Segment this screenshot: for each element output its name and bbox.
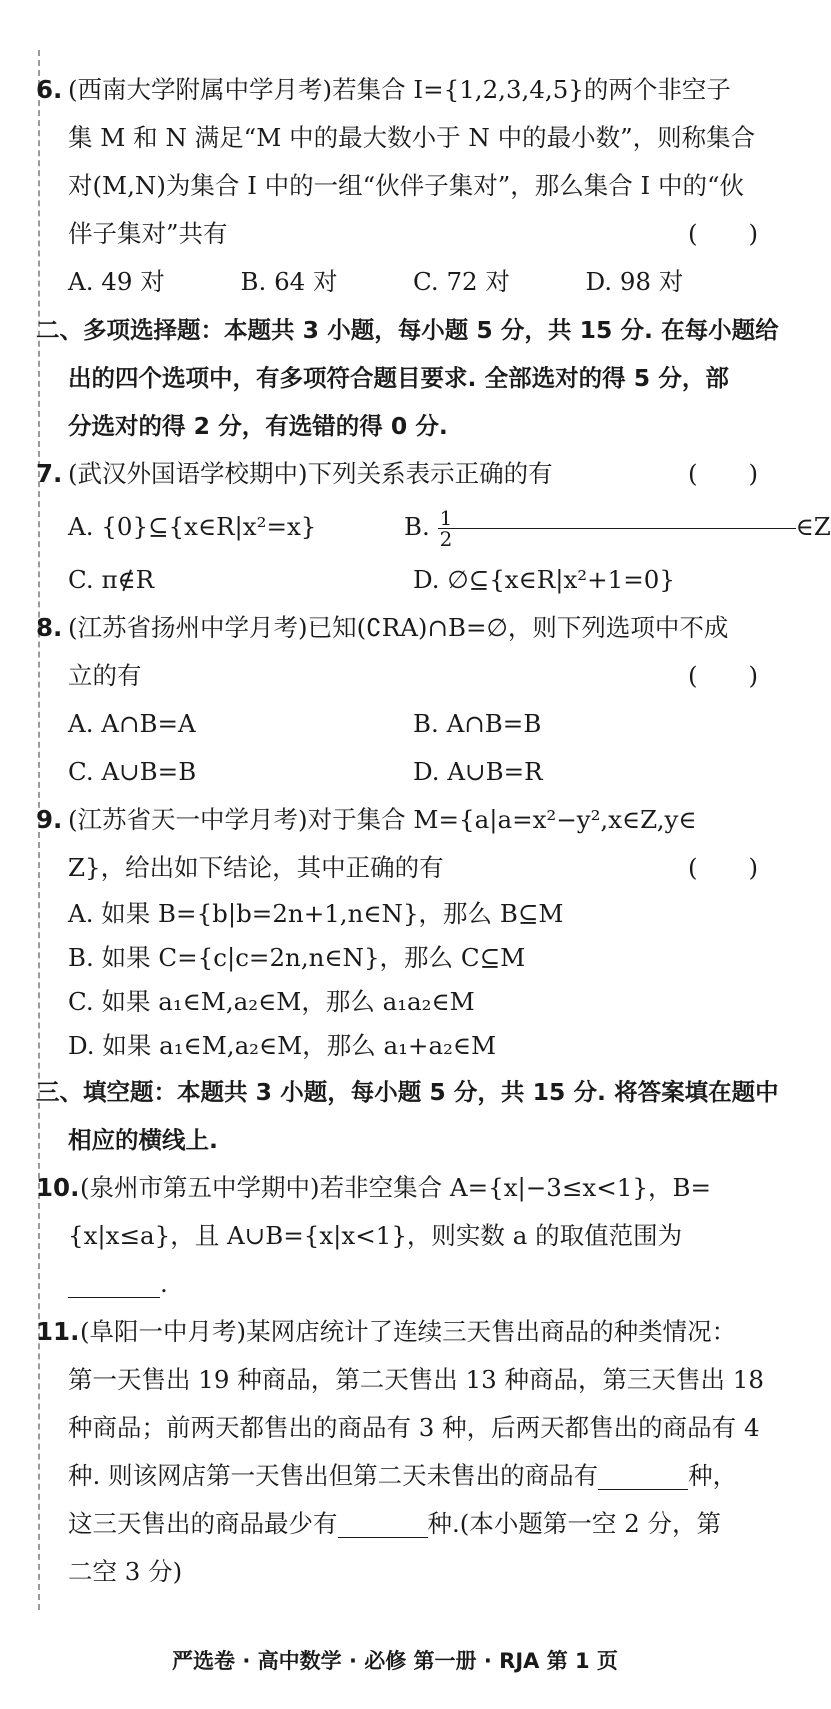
options-row <box>36 498 831 556</box>
exam-content <box>36 66 831 1596</box>
option-text: ∈Z <box>795 512 831 541</box>
paren-right: ) <box>748 459 758 488</box>
paren-left: ( <box>688 853 698 882</box>
fraction-denominator: 2 <box>439 527 453 551</box>
section-2-heading <box>36 306 779 450</box>
question-10 <box>36 1164 758 1308</box>
question-text-line: (武汉外国语学校期中)下列关系表示正确的有 <box>68 459 553 488</box>
question-text-line: 伴子集对”共有 <box>68 219 228 248</box>
section-heading-line: 三、填空题：本题共 3 小题，每小题 5 分，共 15 分. 将答案填在题中 <box>36 1078 779 1106</box>
question-number: 7. <box>36 459 63 488</box>
answer-parentheses[interactable] <box>688 844 758 892</box>
question-text-line: 种.(本小题第一空 2 分，第 <box>427 1509 722 1538</box>
section-heading-line: 相应的横线上. <box>68 1126 218 1154</box>
option-a: A. {0}⊆{x∈R|x²=x} <box>68 512 317 541</box>
question-text-line: (江苏省天一中学月考)对于集合 M={a|a=x²−y²,x∈Z,y∈ <box>68 805 697 834</box>
answer-parentheses[interactable] <box>688 652 758 700</box>
option-a: A. 如果 B={b|b=2n+1,n∈N}，那么 B⊆M <box>68 899 564 928</box>
question-text-line: 第一天售出 19 种商品，第二天售出 13 种商品，第三天售出 18 <box>68 1365 764 1394</box>
question-text-line: 二空 3 分) <box>68 1557 183 1586</box>
question-9 <box>36 796 758 1068</box>
question-text-line: 这三天售出的商品最少有 <box>68 1509 338 1538</box>
option-b: B. 如果 C={c|c=2n,n∈N}，那么 C⊆M <box>68 943 526 972</box>
answer-blank-1[interactable] <box>598 1459 688 1490</box>
question-text-line: 集 M 和 N 满足“M 中的最大数小于 N 中的最小数”，则称集合 <box>68 123 756 152</box>
question-7 <box>36 450 831 604</box>
question-text-line: (阜阳一中月考)某网店统计了连续三天售出商品的种类情况： <box>80 1317 737 1346</box>
question-text-line: Z}，给出如下结论，其中正确的有 <box>68 853 444 882</box>
question-text-line: (泉州市第五中学期中)若非空集合 A={x|−3≤x<1}，B= <box>80 1173 711 1202</box>
option-d: D. 如果 a₁∈M,a₂∈M，那么 a₁+a₂∈M <box>68 1031 497 1060</box>
page-footer: 严选卷 · 高中数学 · 必修 第一册 · RJA 第 1 页 <box>172 1649 618 1673</box>
fraction-one-half <box>440 508 794 549</box>
question-6 <box>36 66 758 306</box>
section-3-heading <box>36 1068 779 1164</box>
question-11 <box>36 1308 764 1596</box>
paren-right: ) <box>748 661 758 690</box>
options-row <box>36 700 758 748</box>
answer-blank-2[interactable] <box>338 1507 428 1538</box>
options-row <box>36 258 758 306</box>
option-label: B. <box>404 512 430 541</box>
option-d: D. A∪B=R <box>413 757 543 786</box>
section-heading-line: 二、多项选择题：本题共 3 小题，每小题 5 分，共 15 分. 在每小题给 <box>36 316 779 344</box>
fraction-numerator: 1 <box>438 508 796 529</box>
option-a: A. 49 对 <box>68 267 165 296</box>
question-text-line: 对(M,N)为集合 I 中的一组“伙伴子集对”，那么集合 I 中的“伙 <box>68 171 745 200</box>
question-number: 8. <box>36 613 63 642</box>
option-b: B. A∩B=B <box>413 709 542 738</box>
option-c: C. π∉R <box>68 565 155 594</box>
paren-left: ( <box>688 459 698 488</box>
question-text-line: (西南大学附属中学月考)若集合 I={1,2,3,4,5}的两个非空子 <box>68 75 731 104</box>
answer-blank[interactable] <box>68 1267 160 1298</box>
question-number: 10. <box>36 1173 80 1202</box>
options-row <box>36 748 758 796</box>
section-heading-line: 分选对的得 2 分，有选错的得 0 分. <box>68 412 448 440</box>
question-number: 9. <box>36 805 63 834</box>
question-number: 11. <box>36 1317 80 1346</box>
paren-right: ) <box>748 219 758 248</box>
option-c: C. 如果 a₁∈M,a₂∈M，那么 a₁a₂∈M <box>68 987 475 1016</box>
option-b: B. 64 对 <box>240 267 338 296</box>
section-heading-line: 出的四个选项中，有多项符合题目要求. 全部选对的得 5 分，部 <box>68 364 729 392</box>
question-text-line: 立的有 <box>68 661 142 690</box>
option-c: C. 72 对 <box>413 267 510 296</box>
question-text-line: 种， <box>688 1461 738 1490</box>
paren-left: ( <box>688 661 698 690</box>
question-text-line: 种. 则该网店第一天售出但第二天未售出的商品有 <box>68 1461 599 1490</box>
question-8 <box>36 604 758 796</box>
question-text-end: . <box>160 1269 168 1298</box>
question-number: 6. <box>36 75 63 104</box>
paren-right: ) <box>748 853 758 882</box>
answer-parentheses[interactable] <box>688 210 758 258</box>
option-b <box>404 498 831 556</box>
option-d: D. 98 对 <box>585 267 684 296</box>
question-text-line: 种商品；前两天都售出的商品有 3 种，后两天都售出的商品有 4 <box>68 1413 760 1442</box>
option-c: C. A∪B=B <box>68 757 197 786</box>
question-text-line: {x|x≤a}，且 A∪B={x|x<1}，则实数 a 的取值范围为 <box>68 1221 683 1250</box>
answer-parentheses[interactable] <box>688 450 758 498</box>
options-row <box>36 556 758 604</box>
question-text-line: (江苏省扬州中学月考)已知(∁RA)∩B=∅，则下列选项中不成 <box>68 613 729 642</box>
paren-left: ( <box>688 219 698 248</box>
option-d: D. ∅⊆{x∈R|x²+1=0} <box>413 565 675 594</box>
option-a: A. A∩B=A <box>68 709 196 738</box>
